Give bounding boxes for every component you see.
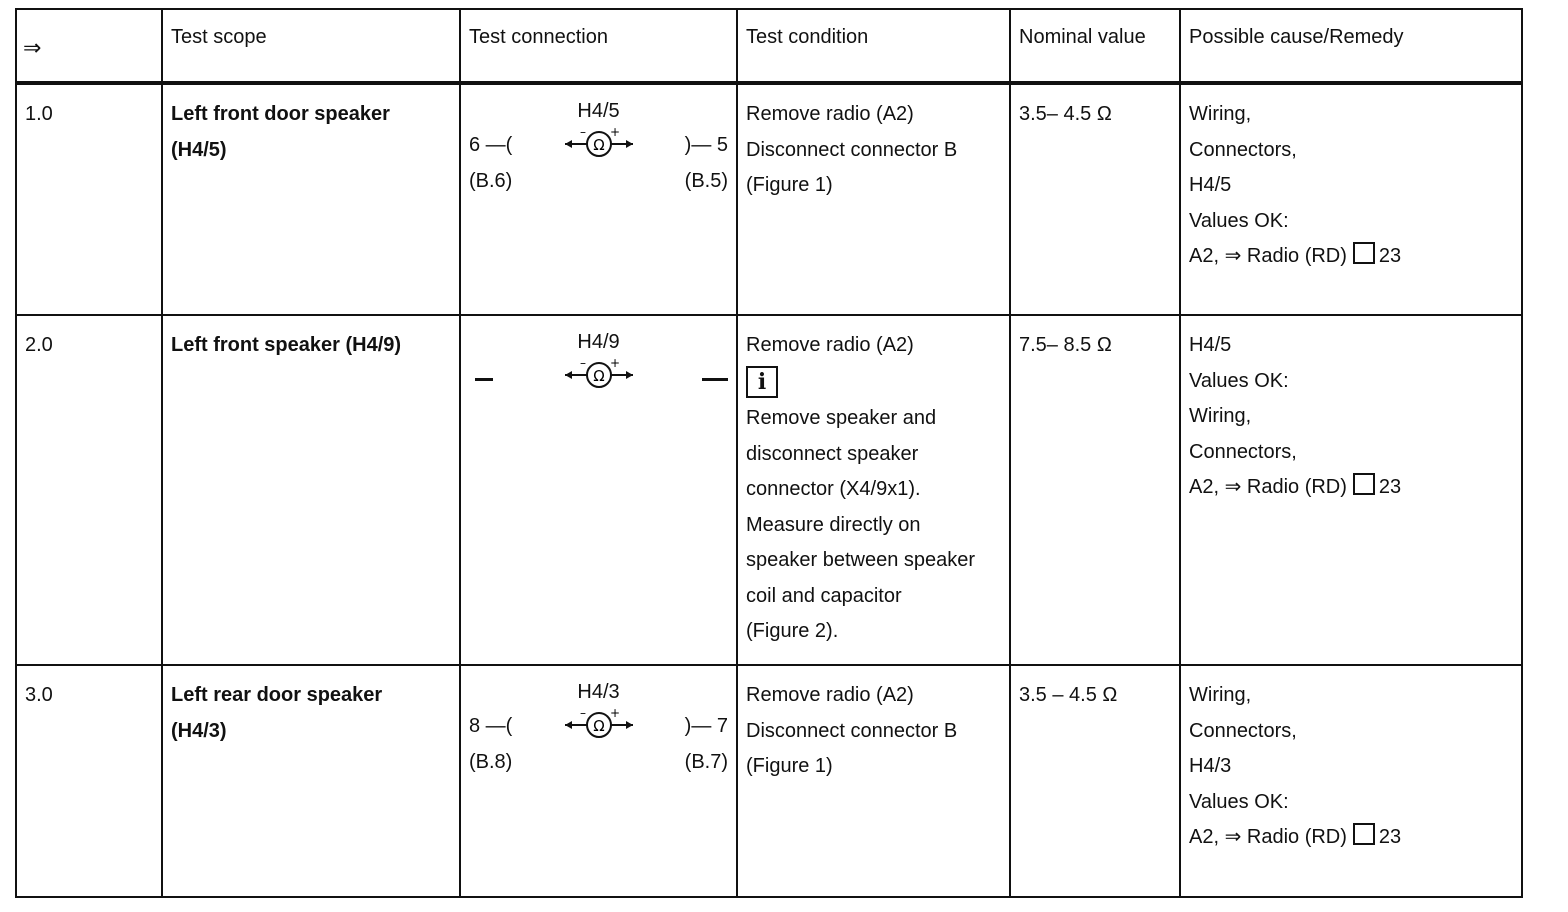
table-header-row: [16, 9, 1522, 83]
svg-text:Ω: Ω: [592, 136, 605, 154]
cause-line: Values OK:: [1189, 369, 1289, 392]
condition-line: Remove speaker and: [746, 407, 937, 429]
cause-line: Values OK:: [1189, 209, 1289, 232]
test-condition-cell: [737, 315, 1010, 665]
component-label: H4/9: [577, 331, 620, 353]
remedy-text: A2, ⇒ Radio (RD): [1189, 826, 1347, 848]
component-label: H4/5: [577, 100, 620, 122]
scope-line: Left front door speaker: [171, 103, 390, 125]
page-ref-icon: [1353, 242, 1375, 264]
cause-cell: [1180, 83, 1522, 315]
ohmmeter-icon: [563, 127, 635, 161]
condition-line: coil and capacitor: [746, 584, 902, 607]
header-possible-cause: Possible cause/Remedy: [1180, 9, 1522, 83]
header-nominal-value: Nominal value: [1010, 9, 1180, 83]
right-pin: )— 7: [684, 715, 728, 737]
test-condition-cell: [737, 83, 1010, 315]
connection-diagram: [461, 85, 736, 195]
nominal-value-cell: [1010, 665, 1180, 897]
scope-line: Left rear door speaker: [171, 684, 383, 706]
cause-cell: [1180, 665, 1522, 897]
remedy-ref: 23: [1378, 245, 1402, 267]
svg-text:+: +: [609, 708, 620, 720]
condition-line: Remove radio (A2): [746, 103, 914, 125]
scope-line: (H4/3): [171, 719, 227, 742]
condition-line: Remove radio (A2): [746, 334, 914, 356]
remedy-text: A2, ⇒ Radio (RD): [1189, 476, 1347, 498]
condition-line: (Figure 2).: [746, 620, 839, 642]
test-connection-cell: [460, 665, 737, 897]
left-probe-lead: [475, 378, 493, 381]
nominal-value-cell: [1010, 83, 1180, 315]
cause-line: Values OK:: [1189, 790, 1289, 813]
nominal-value: 3.5– 4.5 Ω: [1019, 103, 1112, 125]
left-pin: 8 —(: [469, 715, 513, 737]
connection-diagram: [461, 666, 736, 776]
condition-line: speaker between speaker: [746, 549, 976, 571]
header-test-connection: Test connection: [460, 9, 737, 83]
condition-line: disconnect speaker: [746, 442, 919, 465]
scope-line: (H4/5): [171, 138, 227, 161]
condition-line: Remove radio (A2): [746, 684, 914, 706]
cause-cell: [1180, 315, 1522, 665]
svg-text:–: –: [579, 358, 586, 370]
right-probe-lead: [702, 378, 728, 381]
info-icon: i: [746, 366, 778, 398]
test-connection-cell: [460, 315, 737, 665]
page-ref-icon: [1353, 823, 1375, 845]
cause-line: H4/5: [1189, 174, 1232, 196]
condition-line: Measure directly on: [746, 513, 921, 536]
cause-line: Connectors,: [1189, 440, 1297, 463]
remedy-line: [1189, 239, 1513, 275]
svg-text:Ω: Ω: [592, 717, 605, 735]
header-test-condition: Test condition: [737, 9, 1010, 83]
cause-line: Wiring,: [1189, 684, 1252, 706]
remedy-text: A2, ⇒ Radio (RD): [1189, 245, 1347, 267]
right-pin-ref: (B.7): [684, 751, 728, 773]
step-number: 2.0: [16, 315, 162, 665]
condition-line: connector (X4/9x1).: [746, 478, 921, 500]
test-scope-cell: [162, 315, 460, 665]
svg-text:–: –: [579, 708, 586, 720]
nominal-value: 7.5– 8.5 Ω: [1019, 334, 1112, 356]
cause-line: Connectors,: [1189, 138, 1297, 161]
header-arrow: ⇒: [16, 9, 162, 83]
remedy-ref: 23: [1378, 476, 1402, 498]
cause-line: H4/5: [1189, 334, 1232, 356]
table-row: [16, 665, 1522, 897]
test-scope-cell: [162, 665, 460, 897]
nominal-value: 3.5 – 4.5 Ω: [1019, 684, 1118, 706]
cause-line: Wiring,: [1189, 103, 1252, 125]
nominal-value-cell: [1010, 315, 1180, 665]
remedy-line: [1189, 820, 1513, 856]
remedy-ref: 23: [1378, 826, 1402, 848]
step-number: 3.0: [16, 665, 162, 897]
cause-line: H4/3: [1189, 755, 1232, 777]
svg-text:–: –: [579, 127, 586, 139]
right-pin-ref: (B.5): [684, 170, 728, 192]
remedy-line: [1189, 470, 1513, 506]
cause-line: Connectors,: [1189, 719, 1297, 742]
test-scope-cell: [162, 83, 460, 315]
left-pin: 6 —(: [469, 134, 513, 156]
condition-line: (Figure 1): [746, 174, 833, 196]
step-number: 1.0: [16, 83, 162, 315]
header-test-scope: Test scope: [162, 9, 460, 83]
table-row: [16, 83, 1522, 315]
cause-line: Wiring,: [1189, 405, 1252, 427]
scope-line: Left front speaker (H4/9): [171, 334, 402, 356]
page-ref-icon: [1353, 473, 1375, 495]
svg-text:+: +: [609, 358, 620, 370]
left-pin-ref: (B.8): [469, 751, 513, 773]
ohmmeter-icon: [563, 358, 635, 392]
condition-line: Disconnect connector B: [746, 719, 958, 742]
svg-text:Ω: Ω: [592, 367, 605, 385]
test-connection-cell: [460, 83, 737, 315]
ohmmeter-icon: [563, 708, 635, 742]
connection-diagram: [461, 316, 736, 426]
condition-line: Disconnect connector B: [746, 138, 958, 161]
left-pin-ref: (B.6): [469, 170, 513, 192]
test-condition-cell: [737, 665, 1010, 897]
diagnostic-table: [15, 8, 1523, 898]
table-row: [16, 315, 1522, 665]
condition-line: (Figure 1): [746, 755, 833, 777]
component-label: H4/3: [577, 681, 620, 703]
svg-text:+: +: [609, 127, 620, 139]
right-pin: )— 5: [684, 134, 728, 156]
